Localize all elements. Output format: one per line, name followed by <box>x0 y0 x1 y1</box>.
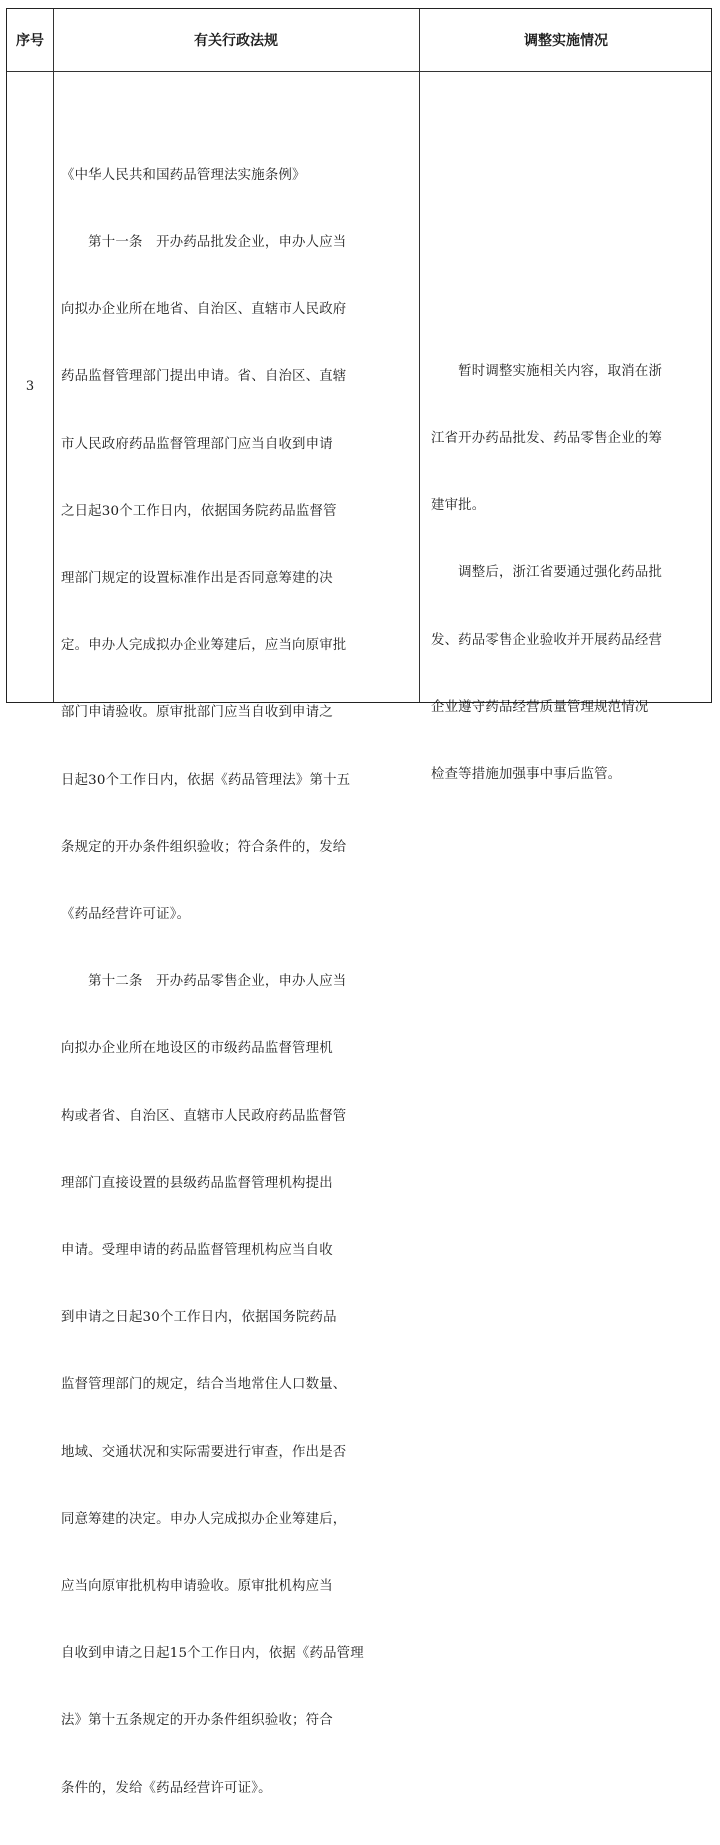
text-line: 部门申请验收。原审批部门应当自收到申请之 <box>61 705 333 721</box>
text-line: 企业遵守药品经营质量管理规范情况 <box>431 699 649 715</box>
text-line: 第十一条 开办药品批发企业，申办人应当 <box>61 235 347 251</box>
text-line: 检查等措施加强事中事后监管。 <box>431 767 622 783</box>
text-line: 条件的，发给《药品经营许可证》。 <box>61 1780 272 1796</box>
text-line: 发、药品零售企业验收并开展药品经营 <box>431 632 663 648</box>
header-regulation: 有关行政法规 <box>194 33 278 49</box>
text-line: 定。申办人完成拟办企业筹建后，应当向原审批 <box>61 638 347 654</box>
text-line: 调整后，浙江省要通过强化药品批 <box>431 565 663 581</box>
text-line: 第十二条 开办药品零售企业，申办人应当 <box>61 974 347 990</box>
text-line: 日起30个工作日内，依据《药品管理法》第十五 <box>61 772 351 788</box>
header-divider <box>7 71 711 72</box>
header-adjustment: 调整实施情况 <box>524 33 608 49</box>
text-line: 建审批。 <box>431 498 486 514</box>
text-line: 监督管理部门的规定，结合当地常住人口数量、 <box>61 1377 347 1393</box>
text-line: 市人民政府药品监督管理部门应当自收到申请 <box>61 436 333 452</box>
text-line: 条规定的开办条件组织验收；符合条件的，发给 <box>61 839 347 855</box>
text-line: 向拟办企业所在地设区的市级药品监督管理机 <box>61 1041 333 1057</box>
text-line: 江省开办药品批发、药品零售企业的筹 <box>431 431 663 447</box>
text-line: 理部门规定的设置标准作出是否同意筹建的决 <box>61 571 333 587</box>
text-line: 地域、交通状况和实际需要进行审查，作出是否 <box>61 1444 347 1460</box>
text-line: 到申请之日起30个工作日内，依据国务院药品 <box>61 1310 337 1326</box>
text-line: 之日起30个工作日内，依据国务院药品监督管 <box>61 503 337 519</box>
text-line: 自收到申请之日起15个工作日内，依据《药品管理 <box>61 1646 364 1662</box>
regulation-table <box>6 8 712 1796</box>
text-line: 向拟办企业所在地省、自治区、直辖市人民政府 <box>61 302 347 318</box>
text-line: 同意筹建的决定。申办人完成拟办企业筹建后， <box>61 1511 347 1527</box>
text-line: 构或者省、自治区、直辖市人民政府药品监督管 <box>61 1108 347 1124</box>
text-line: 应当向原审批机构申请验收。原审批机构应当 <box>61 1579 333 1595</box>
text-line: 《中华人民共和国药品管理法实施条例》 <box>61 167 306 183</box>
text-line: 《药品经营许可证》。 <box>61 907 191 923</box>
adjustment-text <box>431 316 707 831</box>
regulation-text <box>61 120 413 1845</box>
text-line: 药品监督管理部门提出申请。省、自治区、直辖 <box>61 369 347 385</box>
header-index: 序号 <box>16 33 44 49</box>
text-line: 申请。受理申请的药品监督管理机构应当自收 <box>61 1243 333 1259</box>
row-index: 3 <box>25 379 35 394</box>
text-line: 理部门直接设置的县级药品监督管理机构提出 <box>61 1175 333 1191</box>
column-divider <box>53 9 54 702</box>
text-line: 法》第十五条规定的开办条件组织验收；符合 <box>61 1713 333 1729</box>
column-divider <box>419 9 420 702</box>
text-line: 暂时调整实施相关内容，取消在浙 <box>431 363 663 379</box>
